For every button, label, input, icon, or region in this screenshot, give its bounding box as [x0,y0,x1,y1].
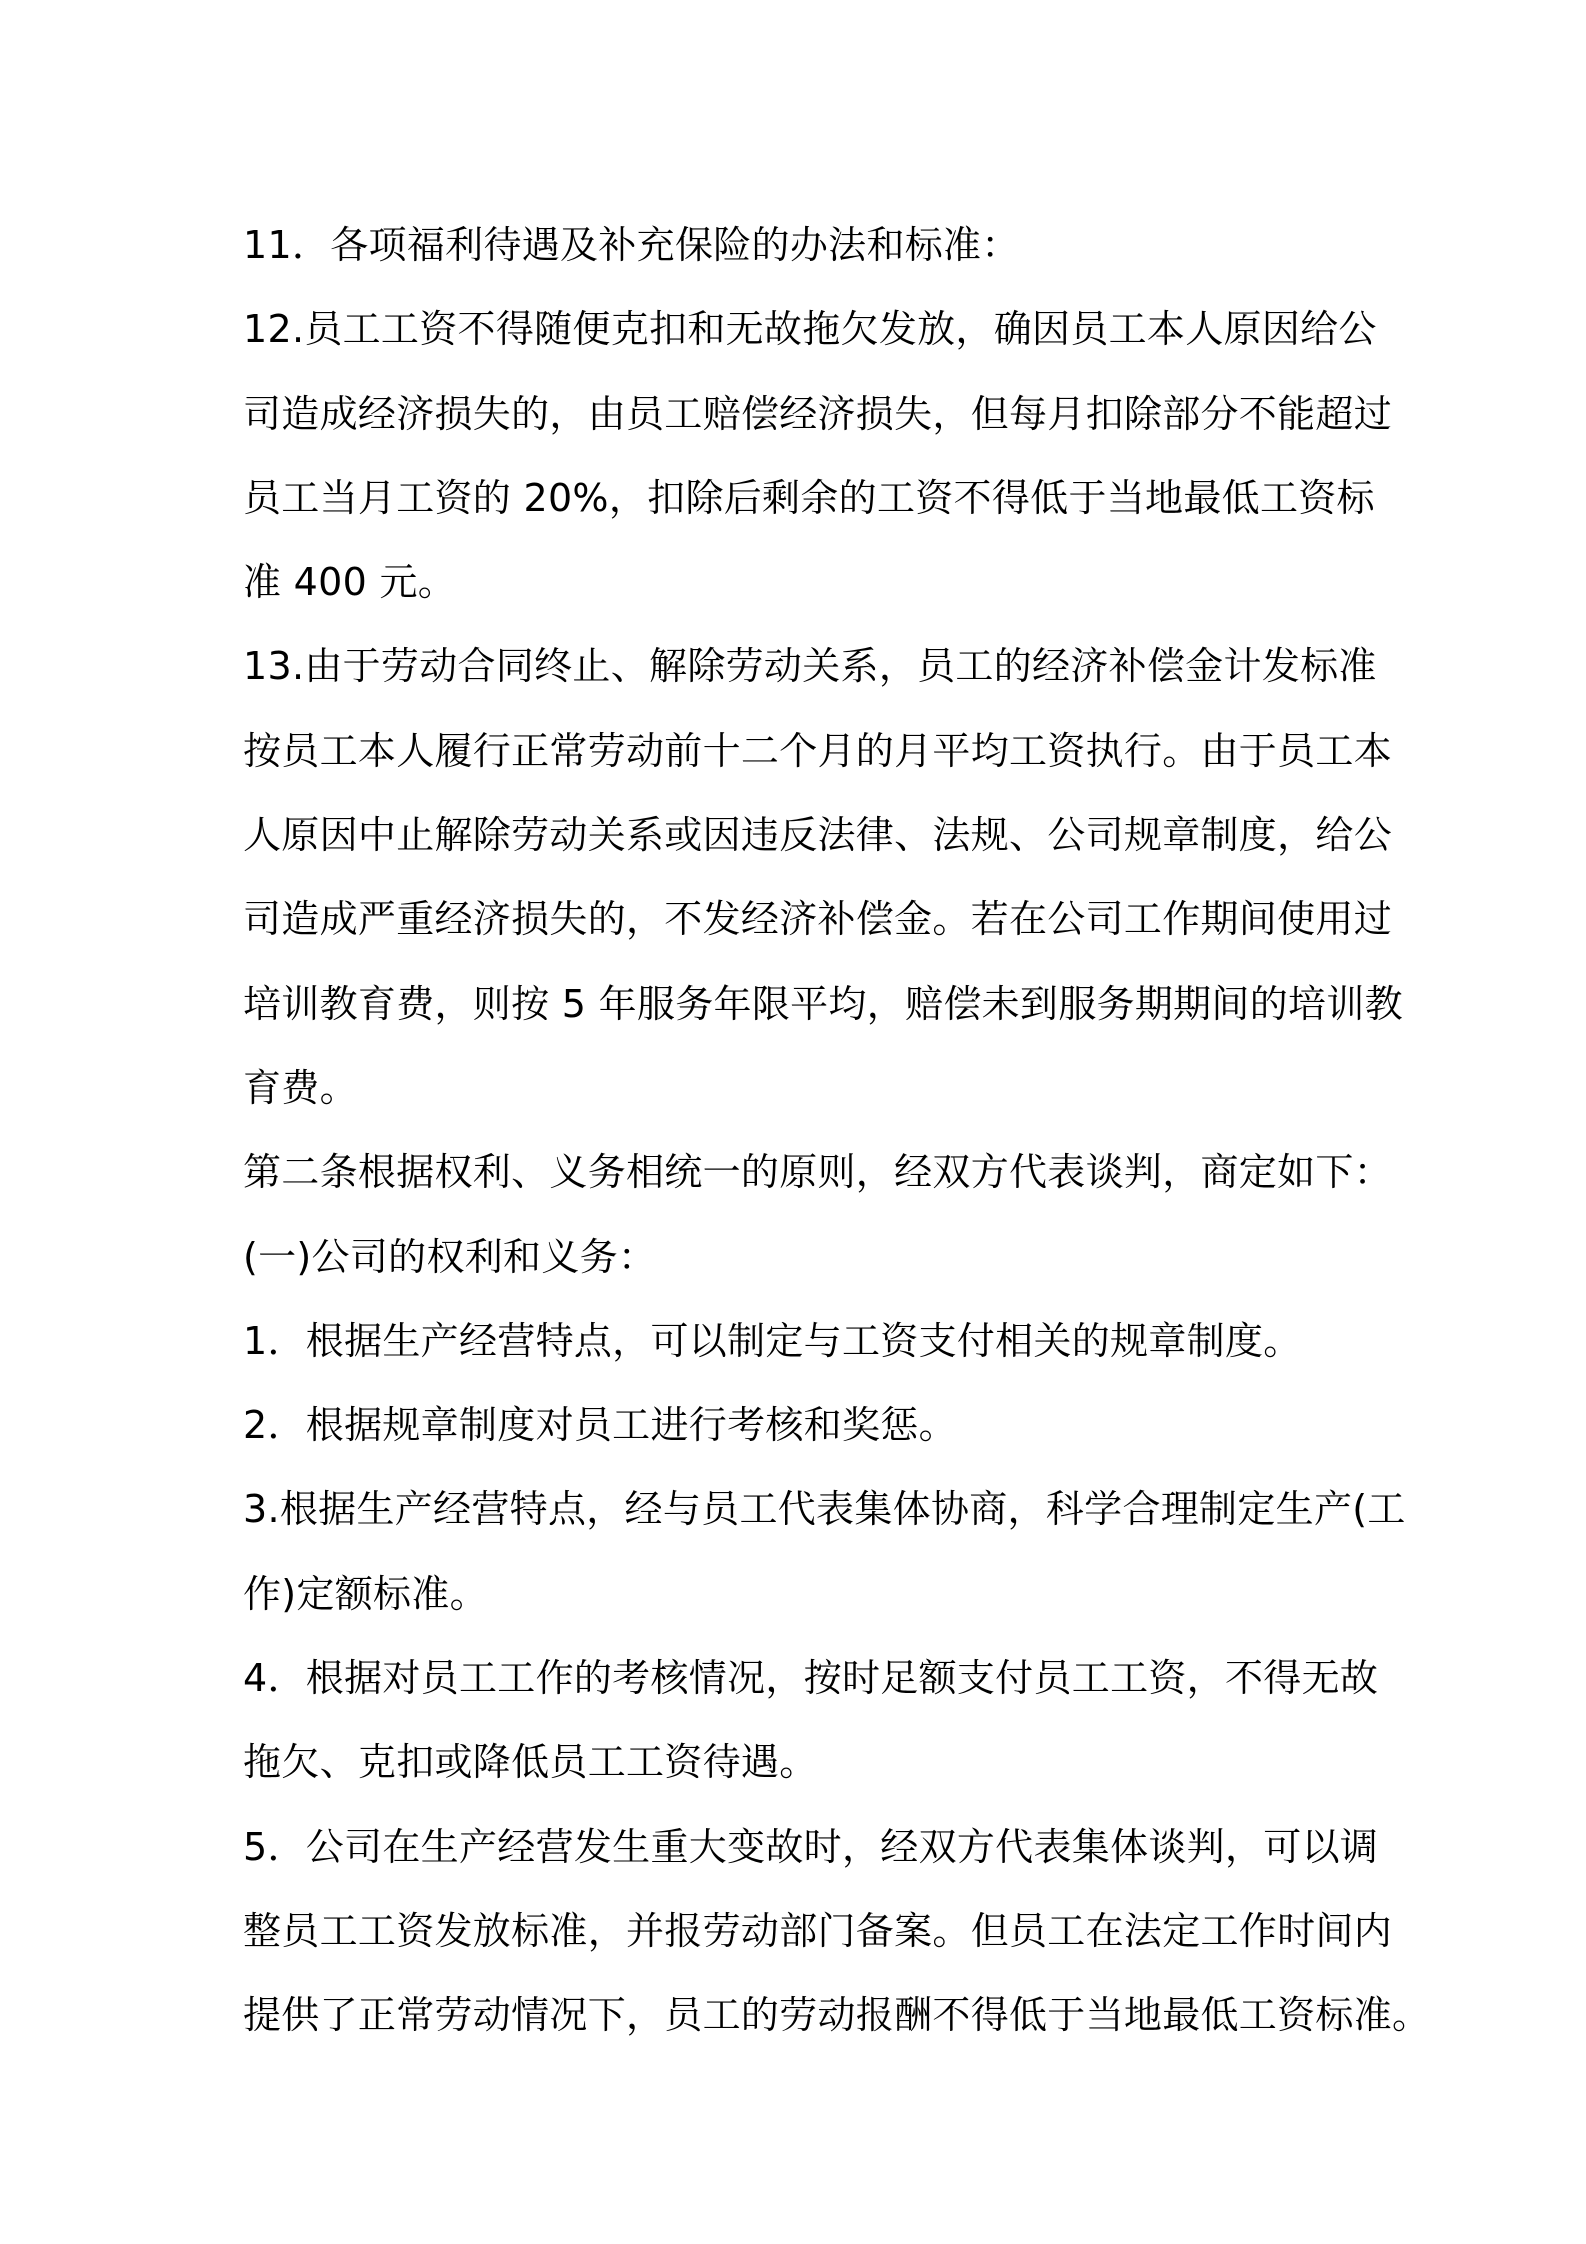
text-line: 11．各项福利待遇及补充保险的办法和标准： [243,223,1020,267]
text-line: 13.由于劳动合同终止、解除劳动关系，员工的经济补偿金计发标准 [243,644,1377,689]
text-line: 1．根据生产经营特点，可以制定与工资支付相关的规章制度。 [243,1318,1302,1363]
text-line: 人原因中止解除劳动关系或因违反法律、法规、公司规章制度，给公 [243,813,1393,858]
text-line: 员工当月工资的 20%，扣除后剩余的工资不得低于当地最低工资标 [243,475,1375,520]
text-line: 准 400 元。 [243,560,457,605]
document-page [243,203,1431,2058]
text-line: 育费。 [243,1065,358,1110]
text-line: 第二条根据权利、义务相统一的原则，经双方代表谈判，商定如下： [243,1150,1393,1195]
text-line: 拖欠、克扣或降低员工工资待遇。 [243,1740,818,1785]
text-line: 3.根据生产经营特点，经与员工代表集体协商，科学合理制定生产(工 [243,1487,1406,1532]
text-line: 12.员工工资不得随便克扣和无故拖欠发放，确因员工本人原因给公 [243,307,1377,352]
text-line: 培训教育费，则按 5 年服务年限平均，赔偿未到服务期期间的培训教 [243,981,1403,1026]
text-line: (一)公司的权利和义务： [243,1234,657,1279]
text-line: 按员工本人履行正常劳动前十二个月的月平均工资执行。由于员工本 [243,728,1393,773]
text-line: 提供了正常劳动情况下，员工的劳动报酬不得低于当地最低工资标准。 [243,1993,1431,2038]
text-line: 4．根据对员工工作的考核情况，按时足额支付员工工资，不得无故 [243,1656,1379,1701]
text-line: 2．根据规章制度对员工进行考核和奖惩。 [243,1403,957,1448]
text-line: 司造成经济损失的，由员工赔偿经济损失，但每月扣除部分不能超过 [243,391,1393,436]
text-line: 5．公司在生产经营发生重大变故时，经双方代表集体谈判，可以调 [243,1824,1379,1869]
text-line: 司造成严重经济损失的，不发经济补偿金。若在公司工作期间使用过 [243,897,1393,942]
text-line: 作)定额标准。 [243,1571,488,1616]
text-line: 整员工工资发放标准，并报劳动部门备案。但员工在法定工作时间内 [243,1908,1393,1953]
